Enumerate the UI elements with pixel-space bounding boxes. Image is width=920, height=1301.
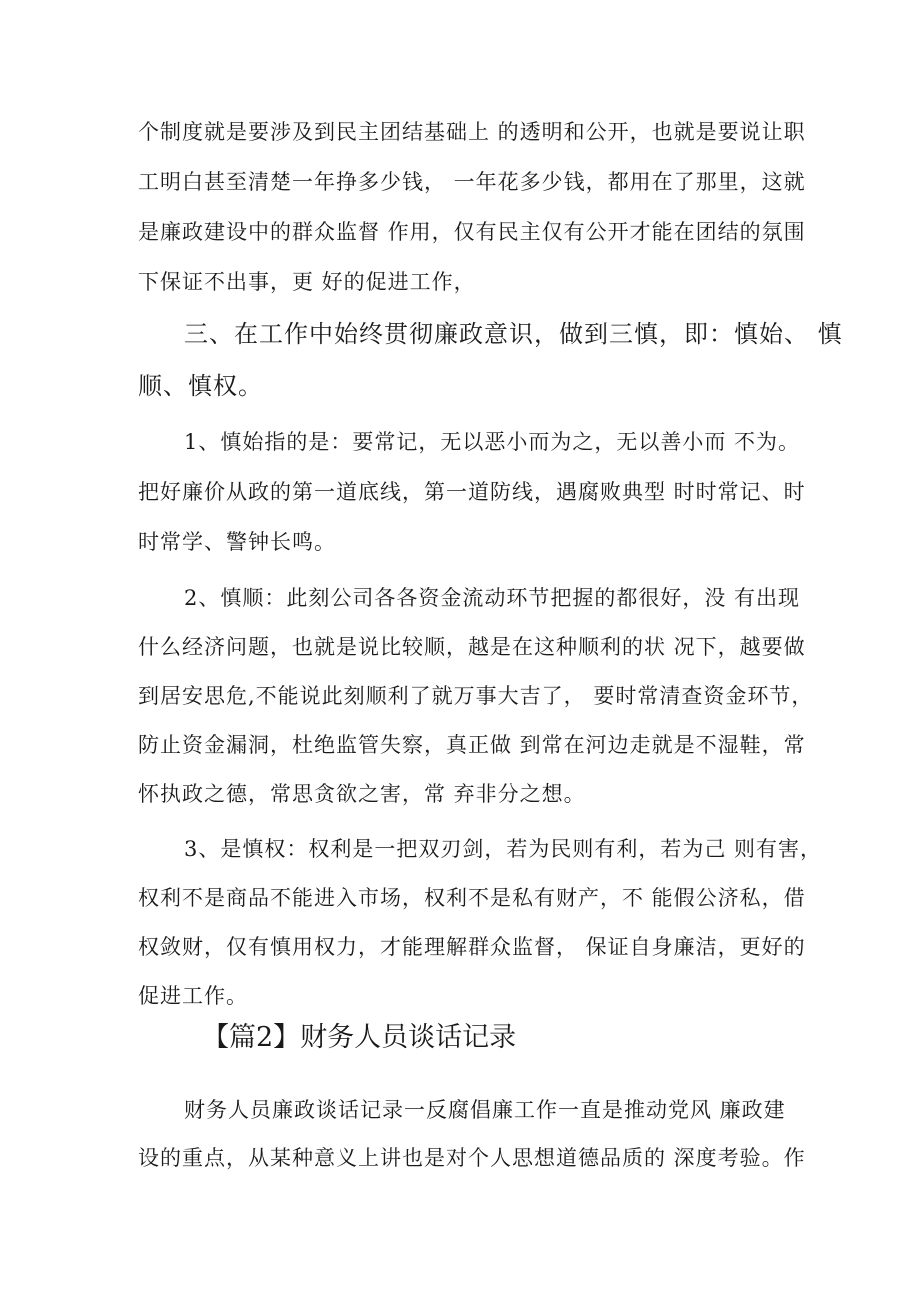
paragraph-line: 1、慎始指的是：要常记，无以恶小而为之，无以善小而 不为。 bbox=[184, 430, 801, 454]
paragraph-line: 3、是慎权：权利是一把双刃剑，若为民则有利，若为己 则有害， bbox=[184, 837, 823, 861]
paragraph-line: 把好廉价从政的第一道底线，第一道防线，遇腐败典型 时时常记、时 bbox=[138, 480, 806, 504]
paragraph-line: 到居安思危,不能说此刻顺利了就万事大吉了， 要时常清查资金环节， bbox=[138, 684, 814, 708]
paragraph-line: 什么经济问题，也就是说比较顺，越是在这种顺利的状 况下，越要做 bbox=[138, 635, 806, 659]
paragraph-line: 权敛财，仅有慎用权力，才能理解群众监督， 保证自身廉洁，更好的 bbox=[138, 935, 806, 959]
paragraph-line: 是廉政建设中的群众监督 作用，仅有民主仅有公开才能在团结的氛围 bbox=[138, 220, 806, 244]
paragraph-line: 设的重点，从某种意义上讲也是对个人思想道德品质的 深度考验。作 bbox=[138, 1146, 806, 1170]
article-heading: 【篇2】财务人员谈话记录 bbox=[202, 1022, 517, 1053]
section-heading-line: 三、在工作中始终贯彻廉政意识，做到三慎，即：慎始、 慎 bbox=[184, 320, 843, 348]
paragraph-line: 个制度就是要涉及到民主团结基础上 的透明和公开，也就是要说让职 bbox=[138, 120, 806, 144]
paragraph-line: 权利不是商品不能进入市场，权利不是私有财产，不 能假公济私，借 bbox=[138, 886, 806, 910]
paragraph-line: 工明白甚至清楚一年挣多少钱， 一年花多少钱，都用在了那里，这就 bbox=[138, 170, 806, 194]
paragraph-line: 2、慎顺：此刻公司各各资金流动环节把握的都很好，没 有出现 bbox=[184, 586, 801, 610]
section-heading-line: 顺、慎权。 bbox=[138, 372, 263, 400]
paragraph-line: 促进工作。 bbox=[138, 984, 248, 1008]
paragraph-line: 防止资金漏洞，杜绝监管失察，真正做 到常在河边走就是不湿鞋，常 bbox=[138, 733, 806, 757]
paragraph-line: 时常学、警钟长鸣。 bbox=[138, 530, 336, 554]
paragraph-line: 怀执政之德，常思贪欲之害，常 弃非分之想。 bbox=[138, 782, 586, 806]
paragraph-line: 下保证不出事，更 好的促进工作， bbox=[138, 270, 476, 294]
paragraph-line: 财务人员廉政谈话记录一反腐倡廉工作一直是推动党风 廉政建 bbox=[184, 1098, 786, 1122]
